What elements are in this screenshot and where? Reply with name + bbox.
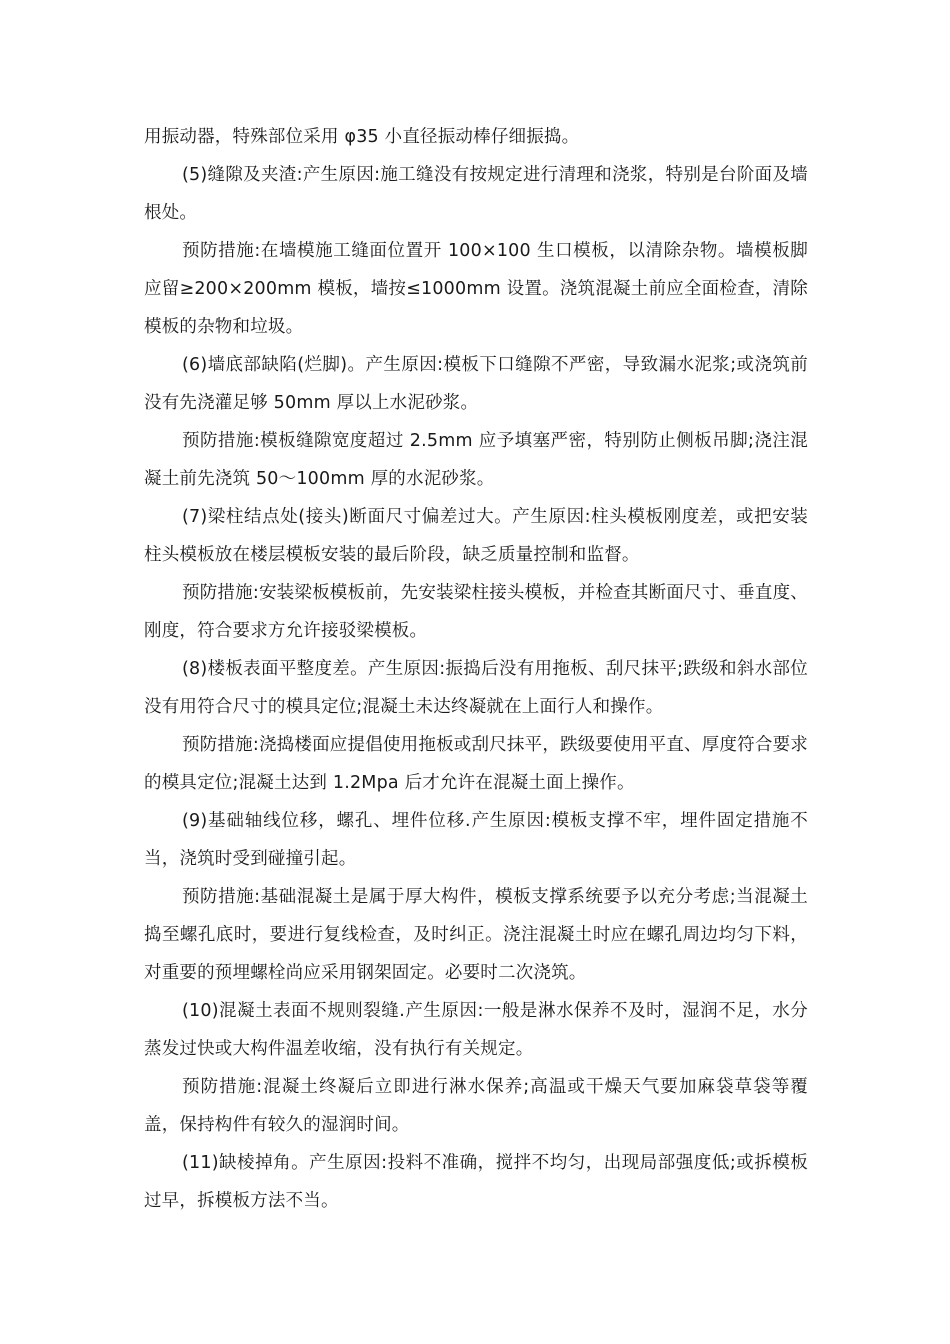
paragraph-item-6-cause: (6)墙底部缺陷(烂脚)。产生原因:模板下口缝隙不严密，导致漏水泥浆;或浇筑前没有先浇灌足够 50mm 厚以上水泥砂浆。 [144, 355, 808, 413]
paragraph-item-7-cause: (7)梁柱结点处(接头)断面尺寸偏差过大。产生原因:柱头模板刚度差，或把安装柱头模板放在楼层模板安装的最后阶段，缺乏质量控制和监督。 [144, 507, 808, 565]
paragraph-item-9-prevention: 预防措施:基础混凝土是属于厚大构件，模板支撑系统要予以充分考虑;当混凝土捣至螺孔底时，要进行复线检查，及时纠正。浇注混凝土时应在螺孔周边均匀下料，对重要的预埋螺栓尚应采用钢架固定。必要时二次浇筑。 [144, 887, 808, 983]
paragraph-continuation: 用振动器，特殊部位采用 φ35 小直径振动棒仔细振捣。 [144, 127, 580, 147]
document-body [144, 118, 808, 1220]
paragraph-item-11-cause: (11)缺棱掉角。产生原因:投料不准确，搅拌不均匀，出现局部强度低;或拆模板过早，拆模板方法不当。 [144, 1153, 808, 1211]
paragraph-item-6-prevention: 预防措施:模板缝隙宽度超过 2.5mm 应予填塞严密，特别防止侧板吊脚;浇注混凝土前先浇筑 50～100mm 厚的水泥砂浆。 [144, 431, 808, 489]
paragraph-item-10-prevention: 预防措施:混凝土终凝后立即进行淋水保养;高温或干燥天气要加麻袋草袋等覆盖，保持构件有较久的湿润时间。 [144, 1077, 808, 1135]
paragraph-item-5-cause: (5)缝隙及夹渣:产生原因:施工缝没有按规定进行清理和浇浆，特别是台阶面及墙根处。 [144, 165, 808, 223]
paragraph-item-7-prevention: 预防措施:安装梁板模板前，先安装梁柱接头模板，并检查其断面尺寸、垂直度、刚度，符合要求方允许接驳梁模板。 [144, 583, 808, 641]
paragraph-item-8-prevention: 预防措施:浇捣楼面应提倡使用拖板或刮尺抹平，跌级要使用平直、厚度符合要求的模具定位;混凝土达到 1.2Mpa 后才允许在混凝土面上操作。 [144, 735, 808, 793]
paragraph-item-9-cause: (9)基础轴线位移，螺孔、埋件位移.产生原因:模板支撑不牢，埋件固定措施不当，浇筑时受到碰撞引起。 [144, 811, 808, 869]
paragraph-item-5-prevention: 预防措施:在墙模施工缝面位置开 100×100 生口模板，以清除杂物。墙模板脚应留≥200×200mm 模板，墙按≤1000mm 设置。浇筑混凝土前应全面检查，清除模板的杂物和垃圾。 [144, 241, 808, 337]
paragraph-item-10-cause: (10)混凝土表面不规则裂缝.产生原因:一般是淋水保养不及时，湿润不足，水分蒸发过快或大构件温差收缩，没有执行有关规定。 [144, 1001, 808, 1059]
paragraph-item-8-cause: (8)楼板表面平整度差。产生原因:振捣后没有用拖板、刮尺抹平;跌级和斜水部位没有用符合尺寸的模具定位;混凝土未达终凝就在上面行人和操作。 [144, 659, 808, 717]
